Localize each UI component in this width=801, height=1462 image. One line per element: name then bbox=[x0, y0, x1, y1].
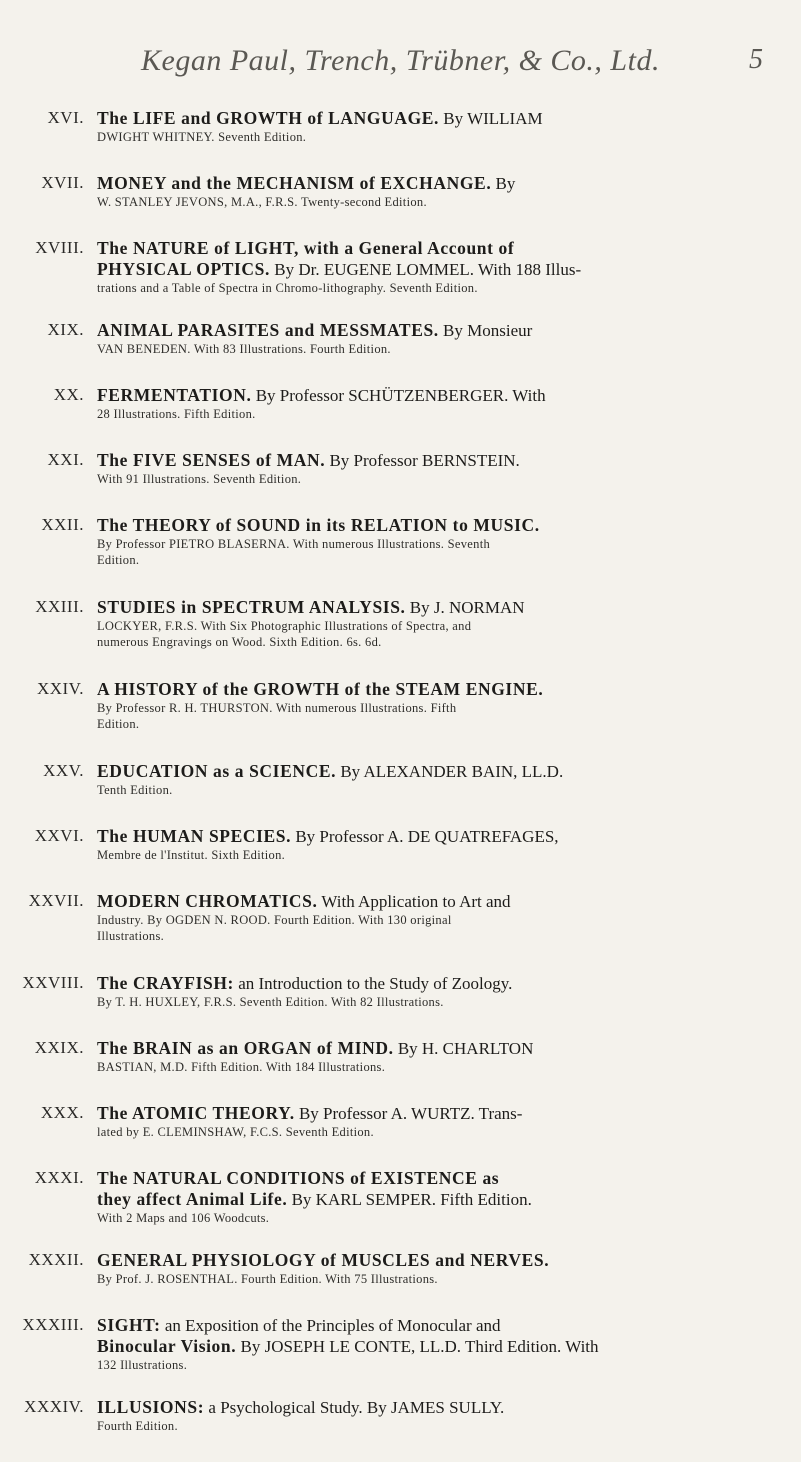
book-entry bbox=[0, 320, 801, 385]
author-line: By J. NORMAN bbox=[405, 598, 525, 617]
book-entry bbox=[0, 1103, 801, 1168]
running-header bbox=[0, 44, 801, 84]
book-title: The THEORY of SOUND in its RELATION to MUSIC. bbox=[97, 515, 540, 535]
book-entry bbox=[0, 679, 801, 761]
entry-text bbox=[97, 1103, 771, 1140]
volume-number: XIX. bbox=[47, 320, 84, 339]
volume-number: XX. bbox=[53, 385, 84, 404]
book-entry bbox=[0, 450, 801, 515]
book-entry bbox=[0, 1168, 801, 1250]
edition-details: Edition. bbox=[97, 553, 140, 567]
book-entry bbox=[0, 973, 801, 1038]
entry-text bbox=[97, 238, 771, 296]
publisher-heading: Kegan Paul, Trench, Trübner, & Co., Ltd. bbox=[141, 44, 660, 77]
book-title: ANIMAL PARASITES and MESSMATES. bbox=[97, 320, 439, 340]
volume-number: XXX. bbox=[40, 1103, 84, 1122]
author-line: With Application to Art and bbox=[317, 892, 511, 911]
volume-number: XXVII. bbox=[28, 891, 84, 910]
book-title: The NATURE of LIGHT, with a General Account of bbox=[97, 238, 515, 258]
book-title: The NATURAL CONDITIONS of EXISTENCE as bbox=[97, 1168, 500, 1188]
entry-text bbox=[97, 515, 771, 568]
volume-number: XVII. bbox=[41, 173, 84, 192]
book-title: GENERAL PHYSIOLOGY of MUSCLES and NERVES. bbox=[97, 1250, 550, 1270]
author-line: By Monsieur bbox=[438, 321, 533, 340]
edition-details: Illustrations. bbox=[97, 929, 165, 943]
edition-details: LOCKYER, F.R.S. With Six Photographic Illustrations of Spectra, and bbox=[97, 619, 472, 633]
author-line: By Professor A. WURTZ. Trans- bbox=[294, 1104, 523, 1123]
edition-details: By Professor R. H. THURSTON. With numerous Illustrations. Fifth bbox=[97, 701, 457, 715]
page-number: 5 bbox=[749, 44, 763, 75]
author-line: By Professor BERNSTEIN. bbox=[325, 451, 520, 470]
entry-text bbox=[97, 1315, 771, 1373]
volume-number: XXXI. bbox=[34, 1168, 84, 1187]
book-title: SIGHT: bbox=[97, 1315, 161, 1335]
edition-details: By Professor PIETRO BLASERNA. With numerous Illustrations. Seventh bbox=[97, 537, 491, 551]
book-title: EDUCATION as a SCIENCE. bbox=[97, 761, 337, 781]
book-entry bbox=[0, 761, 801, 826]
author-line: By Professor SCHÜTZENBERGER. With bbox=[251, 386, 546, 405]
entry-text bbox=[97, 761, 771, 798]
author-line: By KARL SEMPER. Fifth Edition. bbox=[287, 1190, 532, 1209]
volume-number: XXVI. bbox=[34, 826, 84, 845]
edition-details: BASTIAN, M.D. Fifth Edition. With 184 Illustrations. bbox=[97, 1060, 386, 1074]
entry-text bbox=[97, 450, 771, 487]
edition-details: 132 Illustrations. bbox=[97, 1358, 188, 1372]
book-title: A HISTORY of the GROWTH of the STEAM ENGINE. bbox=[97, 679, 544, 699]
book-entry bbox=[0, 238, 801, 320]
book-entry bbox=[0, 1038, 801, 1103]
edition-details: Membre de l'Institut. Sixth Edition. bbox=[97, 848, 286, 862]
entry-text bbox=[97, 973, 771, 1010]
edition-details: By T. H. HUXLEY, F.R.S. Seventh Edition. With 82 Illustrations. bbox=[97, 995, 444, 1009]
entry-text bbox=[97, 385, 771, 422]
book-title-continued: Binocular Vision. bbox=[97, 1336, 237, 1356]
author-line: By JOSEPH LE CONTE, LL.D. Third Edition. With bbox=[236, 1337, 599, 1356]
book-entry bbox=[0, 597, 801, 679]
book-title-continued: they affect Animal Life. bbox=[97, 1189, 288, 1209]
edition-details: Industry. By OGDEN N. ROOD. Fourth Edition. With 130 original bbox=[97, 913, 452, 927]
book-title: ILLUSIONS: bbox=[97, 1397, 205, 1417]
volume-number: XXXIII. bbox=[22, 1315, 84, 1334]
author-line: By WILLIAM bbox=[439, 109, 543, 128]
edition-details: With 2 Maps and 106 Woodcuts. bbox=[97, 1211, 270, 1225]
book-title: The BRAIN as an ORGAN of MIND. bbox=[97, 1038, 394, 1058]
edition-details: VAN BENEDEN. With 83 Illustrations. Fourth Edition. bbox=[97, 342, 391, 356]
book-title: MODERN CHROMATICS. bbox=[97, 891, 318, 911]
book-entry bbox=[0, 1397, 801, 1462]
book-title: The LIFE and GROWTH of LANGUAGE. bbox=[97, 108, 440, 128]
edition-details: Edition. bbox=[97, 717, 140, 731]
entry-text bbox=[97, 1250, 771, 1287]
book-title: FERMENTATION. bbox=[97, 385, 252, 405]
volume-number: XXXIV. bbox=[24, 1397, 84, 1416]
author-line: By Professor A. DE QUATREFAGES, bbox=[291, 827, 559, 846]
entry-text bbox=[97, 891, 771, 944]
entry-text bbox=[97, 597, 771, 650]
author-line: an Exposition of the Principles of Monocular and bbox=[160, 1316, 501, 1335]
volume-number: XXXII. bbox=[28, 1250, 84, 1269]
entry-text bbox=[97, 826, 771, 863]
book-title: The HUMAN SPECIES. bbox=[97, 826, 292, 846]
volume-number: XVI. bbox=[47, 108, 84, 127]
author-line: By bbox=[491, 174, 516, 193]
book-entry bbox=[0, 826, 801, 891]
book-entry bbox=[0, 1315, 801, 1397]
edition-details: numerous Engravings on Wood. Sixth Edition. 6s. 6d. bbox=[97, 635, 382, 649]
edition-details: W. STANLEY JEVONS, M.A., F.R.S. Twenty-second Edition. bbox=[97, 195, 427, 209]
edition-details: DWIGHT WHITNEY. Seventh Edition. bbox=[97, 130, 307, 144]
author-line: By H. CHARLTON bbox=[393, 1039, 534, 1058]
volume-number: XVIII. bbox=[35, 238, 84, 257]
edition-details: 28 Illustrations. Fifth Edition. bbox=[97, 407, 256, 421]
book-entry bbox=[0, 515, 801, 597]
edition-details: Fourth Edition. bbox=[97, 1419, 178, 1433]
book-entry bbox=[0, 173, 801, 238]
volume-number: XXVIII. bbox=[22, 973, 84, 992]
book-title: The CRAYFISH: bbox=[97, 973, 234, 993]
edition-details: lated by E. CLEMINSHAW, F.C.S. Seventh Edition. bbox=[97, 1125, 374, 1139]
book-title: MONEY and the MECHANISM of EXCHANGE. bbox=[97, 173, 492, 193]
book-title: STUDIES in SPECTRUM ANALYSIS. bbox=[97, 597, 406, 617]
entry-text bbox=[97, 108, 771, 145]
volume-number: XXV. bbox=[43, 761, 84, 780]
entry-text bbox=[97, 1038, 771, 1075]
entry-text bbox=[97, 679, 771, 732]
book-entry bbox=[0, 891, 801, 973]
entry-text bbox=[97, 320, 771, 357]
series-list bbox=[0, 108, 801, 1462]
author-line: a Psychological Study. By JAMES SULLY. bbox=[204, 1398, 505, 1417]
volume-number: XXIX. bbox=[34, 1038, 84, 1057]
book-title: The ATOMIC THEORY. bbox=[97, 1103, 295, 1123]
entry-text bbox=[97, 173, 771, 210]
volume-number: XXI. bbox=[47, 450, 84, 469]
book-entry bbox=[0, 108, 801, 173]
entry-text bbox=[97, 1397, 771, 1434]
book-entry bbox=[0, 385, 801, 450]
book-title: The FIVE SENSES of MAN. bbox=[97, 450, 326, 470]
edition-details: Tenth Edition. bbox=[97, 783, 173, 797]
volume-number: XXII. bbox=[41, 515, 84, 534]
author-line: By ALEXANDER BAIN, LL.D. bbox=[336, 762, 564, 781]
entry-text bbox=[97, 1168, 771, 1226]
author-line: By Dr. EUGENE LOMMEL. With 188 Illus- bbox=[269, 260, 582, 279]
edition-details: trations and a Table of Spectra in Chromo-lithography. Seventh Edition. bbox=[97, 281, 478, 295]
book-entry bbox=[0, 1250, 801, 1315]
edition-details: With 91 Illustrations. Seventh Edition. bbox=[97, 472, 302, 486]
volume-number: XXIV. bbox=[36, 679, 84, 698]
volume-number: XXIII. bbox=[35, 597, 84, 616]
author-line: an Introduction to the Study of Zoology. bbox=[233, 974, 513, 993]
book-title-continued: PHYSICAL OPTICS. bbox=[97, 259, 270, 279]
edition-details: By Prof. J. ROSENTHAL. Fourth Edition. With 75 Illustrations. bbox=[97, 1272, 438, 1286]
